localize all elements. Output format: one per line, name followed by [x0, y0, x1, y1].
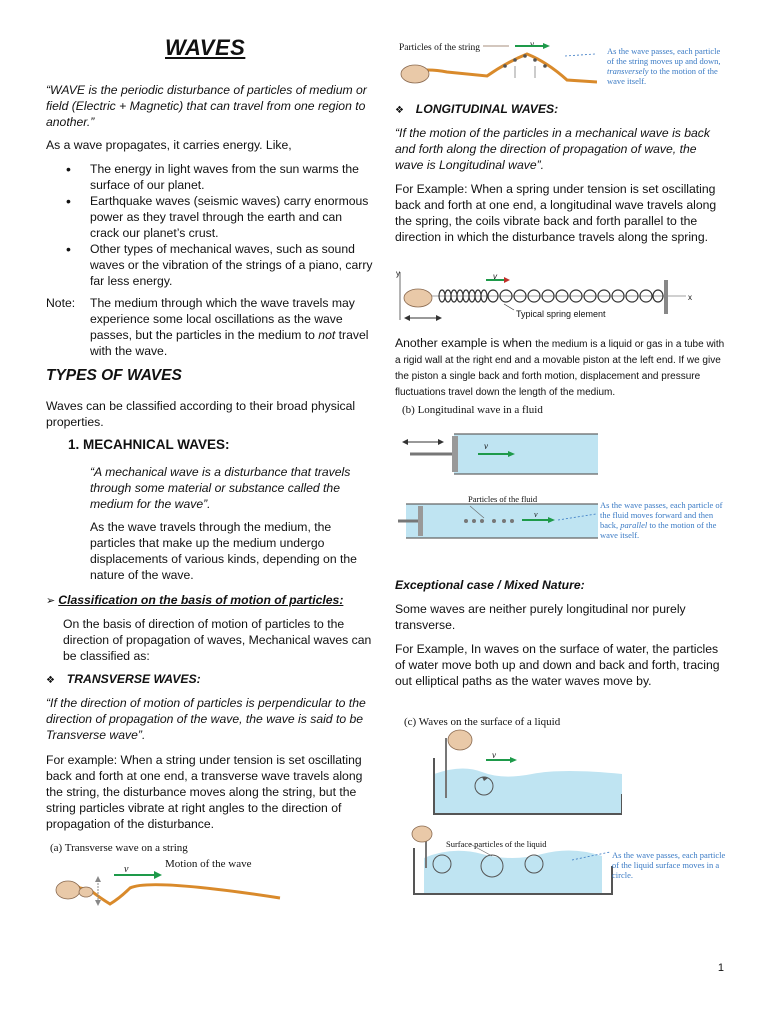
note-text: The medium through which the wave travels may experience some local oscillations as the wave passes, but the particles in the medium to not travel with the wave.: [90, 296, 369, 358]
string-particles-drawing: [397, 36, 597, 94]
figure-caption: (a) Transverse wave on a string: [50, 842, 188, 854]
fluid-caption: As the wave passes, each particle of the fluid moves forward and then back, parallel to the motion of the wave itself.: [600, 500, 723, 540]
velocity-label: v: [493, 272, 497, 281]
transverse-string-drawing: [50, 858, 290, 910]
list-item: • Earthquake waves (seismic waves) carry enormous power as they travel through the earth and can crack our planet’s crust.: [46, 193, 374, 241]
x-axis-label: x: [688, 293, 692, 302]
figure-spring: [396, 268, 696, 330]
transverse-example: For example: When a string under tension is set oscillating back and forth at one end, a transverse wave travels along the string, the disturbance moves along the string, but the string particles vibrate at right angles to the direction of propagation of the disturbance.: [46, 753, 363, 831]
longitudinal-quote: “If the motion of the particles in a mechanical wave is back and forth along the direction of propagation of wave, the wave is Longitudinal wave”.: [395, 126, 710, 172]
velocity-label: v: [530, 39, 534, 49]
intro-text: As a wave propagates, it carries energy. Like,: [46, 138, 292, 152]
page-title: WAVES: [165, 35, 246, 60]
list-item: • Other types of mechanical waves, such as sound waves or the vibration of the strings of a piano, carry far less energy.: [46, 241, 374, 289]
velocity-label: v: [484, 441, 488, 451]
surface-particles-label: Surface particles of the liquid: [446, 839, 547, 849]
exceptional-heading: Exceptional case / Mixed Nature:: [395, 578, 585, 592]
string-caption: As the wave passes, each particle of the string moves up and down, transversely to the motion of the wave itself.: [607, 46, 721, 86]
figure-surface-liquid: [402, 712, 732, 898]
surface-liquid-drawing: [402, 728, 622, 898]
note-emphasis: not: [318, 328, 336, 342]
surface-caption: As the wave passes, each particle of the liquid surface moves in a circle.: [612, 850, 726, 880]
figure-string-particles: [397, 36, 727, 94]
velocity-label: v: [124, 864, 129, 875]
y-axis-label: y: [396, 269, 400, 278]
energy-list: [46, 161, 374, 289]
exceptional-text: Some waves are neither purely longitudinal nor purely transverse.: [395, 602, 686, 632]
figure-caption: (c) Waves on the surface of a liquid: [404, 716, 561, 728]
figure-longitudinal-fluid: [398, 400, 728, 540]
arrow-bullet-icon: ➢: [46, 595, 59, 607]
spring-label: Typical spring element: [516, 309, 606, 319]
intro-quote: “WAVE is the periodic disturbance of particles of medium or field (Electric + Magnetic) that can travel from one region to another.”: [46, 83, 367, 129]
mechanical-quote: “A mechanical wave is a disturbance that travels through some material or substance called the medium for the wave”.: [90, 465, 351, 511]
classification-text: On the basis of direction of motion of particles to the direction of propagation of waves, Mechanical waves can be classified as:: [63, 617, 372, 663]
particles-label: Particles of the string: [399, 43, 480, 53]
mechanical-text: As the wave travels through the medium, the particles that make up the medium undergo displacements of various kinds, depending on the nature of the wave.: [90, 520, 357, 582]
velocity-label: v: [492, 750, 496, 760]
diamond-bullet-icon: ❖: [46, 675, 55, 686]
exceptional-example: For Example, In waves on the surface of water, the particles of water move both up and down and back and forth, tracing out elliptical paths as the water waves move by.: [395, 642, 720, 688]
page-number: 1: [717, 962, 724, 974]
note-block: [46, 295, 374, 359]
motion-label: Motion of the wave: [165, 858, 252, 870]
longitudinal-example: For Example: When a spring under tension is set oscillating back and forth at one end, a longitudinal wave travels along the spring, the coils vibrate back and forth parallel to the direction in which the disturbance travels along the spring.: [395, 182, 717, 244]
fluid-particles-label: Particles of the fluid: [468, 494, 538, 504]
note-label: Note:: [46, 296, 76, 310]
another-example: Another example is when the medium is a liquid or gas in a tube with a rigid wall at the right end and a movable piston at the left end. If we give the piston a single back and forth motion, displacement and pressure fluctuations travel down the length of the medium.: [395, 336, 725, 398]
transverse-heading: ❖ TRANSVERSE WAVES:: [46, 671, 201, 689]
diamond-bullet-icon: ❖: [395, 105, 404, 116]
longitudinal-heading: ❖ LONGITUDINAL WAVES:: [395, 101, 558, 119]
types-heading: TYPES OF WAVES: [46, 367, 182, 384]
classification-heading: ➢ Classification on the basis of motion of particles:: [46, 593, 344, 607]
figure-caption: (b) Longitudinal wave in a fluid: [402, 404, 543, 416]
types-text: Waves can be classified according to their broad physical properties.: [46, 399, 356, 429]
velocity-label-lower: v: [534, 510, 538, 519]
transverse-quote: “If the direction of motion of particles is perpendicular to the direction of propagation of the wave, the wave is said to be Transverse wave”.: [46, 696, 366, 742]
fluid-tube-drawing: [398, 424, 598, 540]
list-item: • The energy in light waves from the sun warms the surface of our planet.: [46, 161, 374, 193]
mechanical-heading: 1. MECAHNICAL WAVES:: [68, 437, 230, 452]
figure-transverse-string: [50, 840, 290, 910]
